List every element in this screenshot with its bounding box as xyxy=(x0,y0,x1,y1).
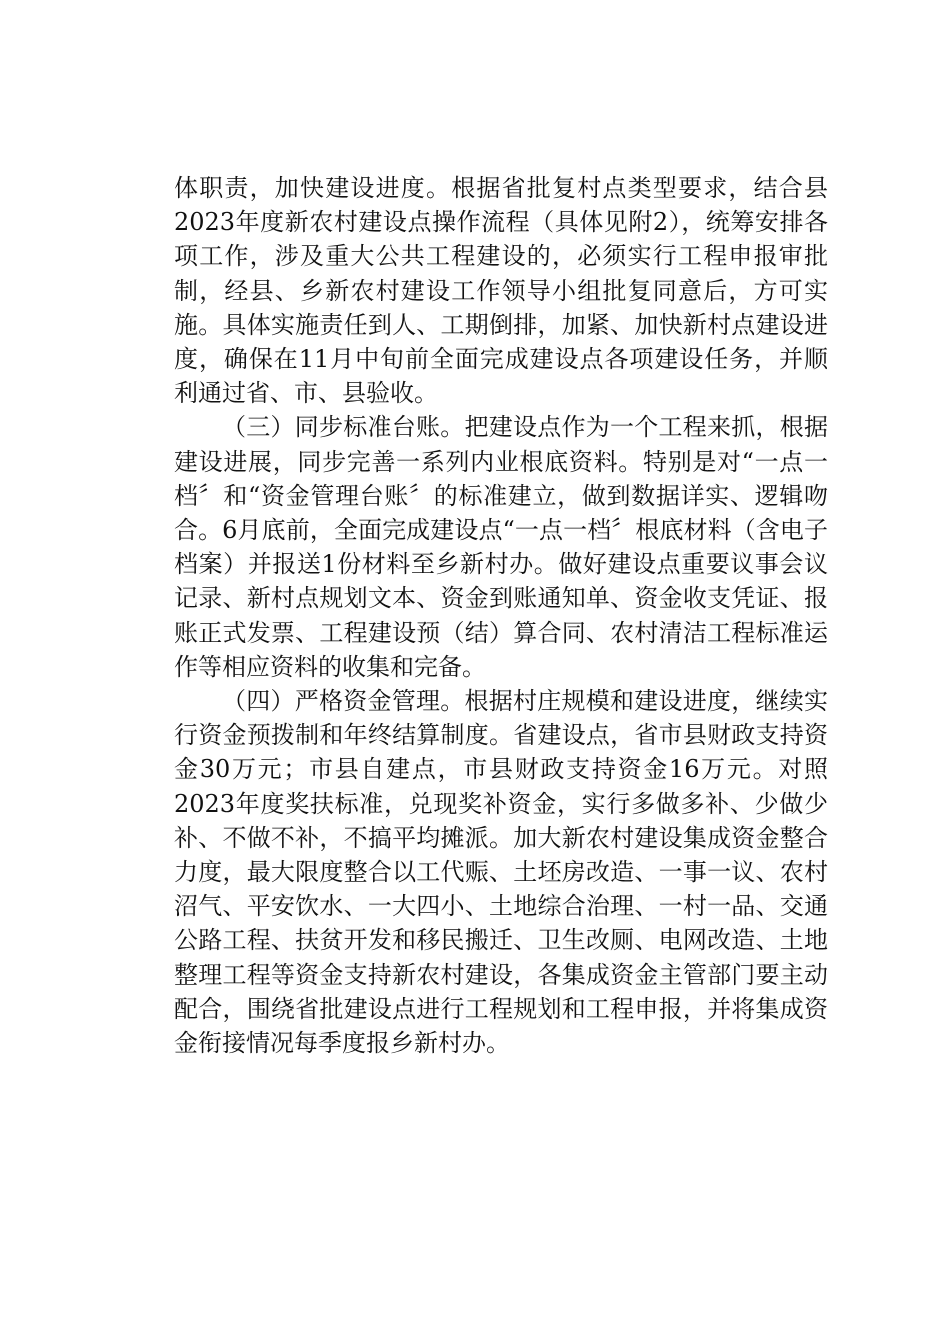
document-body xyxy=(174,171,828,1060)
paragraph-section-four: （四）严格资金管理。根据村庄规模和建设进度，继续实行资金预拨制和年终结算制度。省建设点，省市县财政支持资金30万元；市县自建点，市县财政支持资金16万元。对照2023年度奖扶标准，兑现奖补资金，实行多做多补、少做少补、不做不补，不搞平均摊派。加大新农村建设集成资金整合力度，最大限度整合以工代赈、土坯房改造、一事一议、农村沼气、平安饮水、一大四小、土地综合治理、一村一品、交通公路工程、扶贫开发和移民搬迁、卫生改厕、电网改造、土地整理工程等资金支持新农村建设，各集成资金主管部门要主动配合，围绕省批建设点进行工程规划和工程申报，并将集成资金衔接情况每季度报乡新村办。 xyxy=(174,687,828,1058)
paragraph-continuation: 体职责，加快建设进度。根据省批复村点类型要求，结合县2023年度新农村建设点操作流程（具体见附2），统筹安排各项工作，涉及重大公共工程建设的，必须实行工程申报审批制，经县、乡新农村建设工作领导小组批复同意后，方可实施。具体实施责任到人、工期倒排，加紧、加快新村点建设进度，确保在11月中旬前全面完成建设点各项建设任务，并顺利通过省、市、县验收。 xyxy=(174,174,828,408)
paragraph-section-three: （三）同步标准台账。把建设点作为一个工程来抓，根据建设进展，同步完善一系列内业根底资料。特别是对“一点一档〞和“资金管理台账〞的标准建立，做到数据详实、逻辑吻合。6月底前，全面完成建设点“一点一档〞根底材料（含电子档案）并报送1份材料至乡新村办。做好建设点重要议事会议记录、新村点规划文本、资金到账通知单、资金收支凭证、报账正式发票、工程建设预（结）算合同、农村清洁工程标准运作等相应资料的收集和完备。 xyxy=(174,413,828,681)
